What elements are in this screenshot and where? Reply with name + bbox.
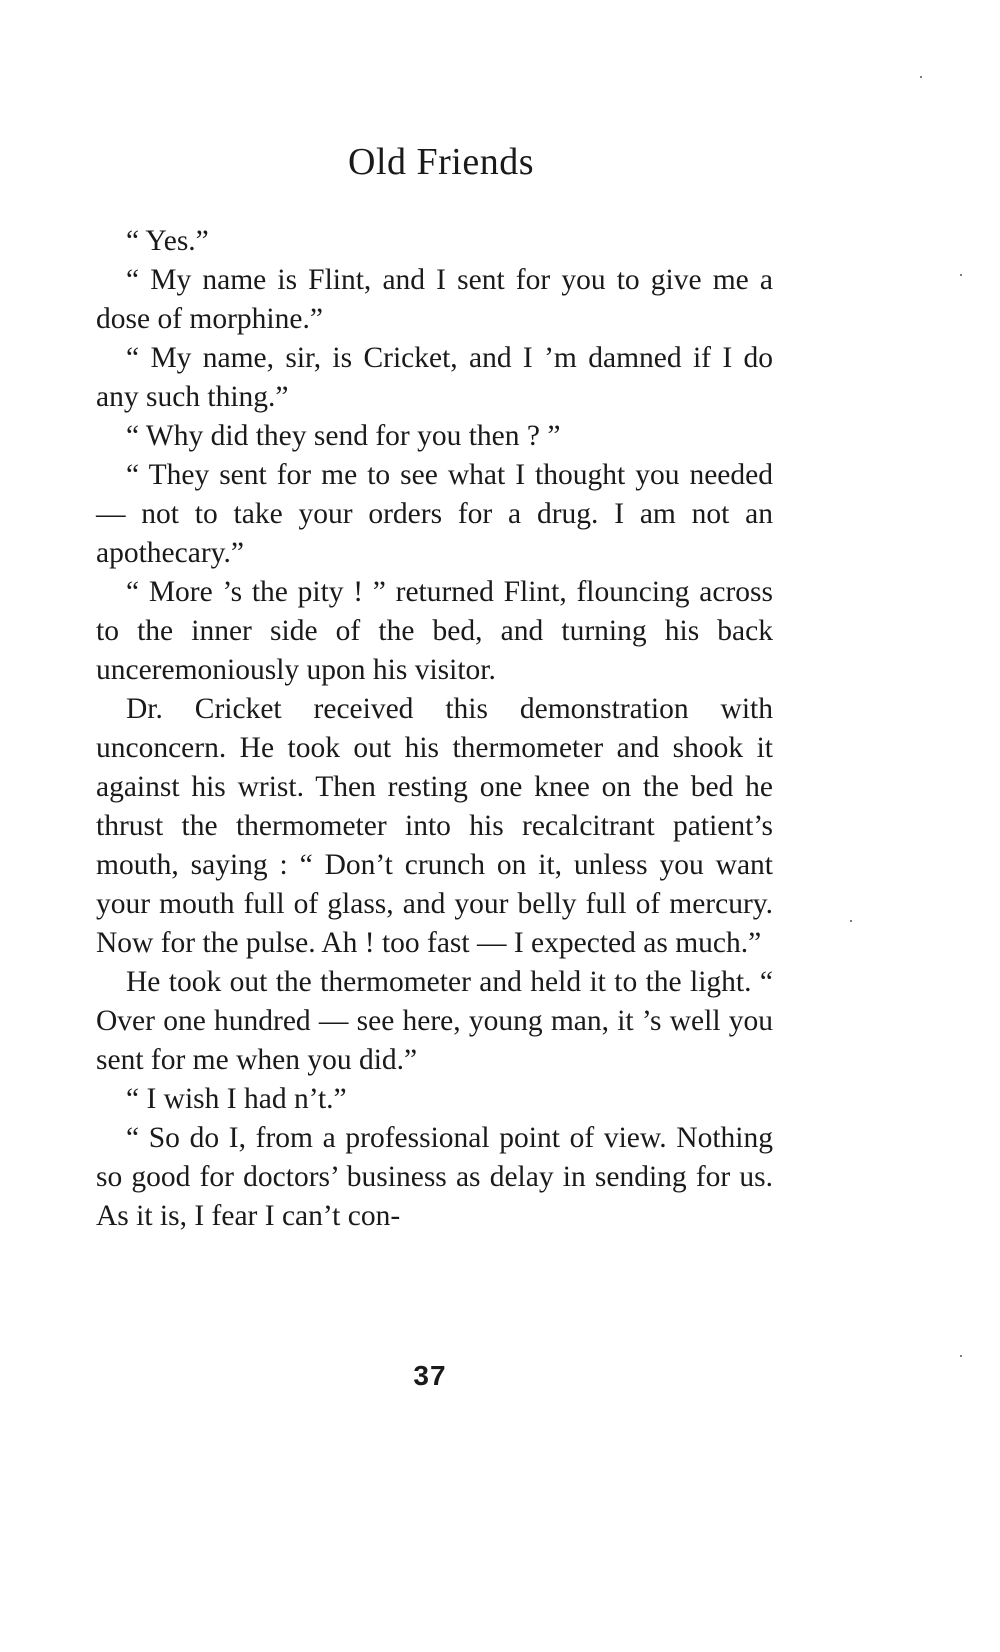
paragraph: “ My name is Flint, and I sent for you to give me a dose of morphine.” [96, 264, 773, 335]
page-number: 37 [413, 1360, 447, 1391]
running-head: Old Friends [348, 141, 534, 183]
paragraph: “ Yes.” [126, 225, 209, 257]
paper-speck [960, 274, 962, 276]
paragraph: “ So do I, from a professional point of view. Nothing so good for doctors’ business as delay in sending for us. As it is, I fear I can’t con- [96, 1122, 773, 1232]
paragraph: “ I wish I had n’t.” [126, 1083, 347, 1115]
paragraph: “ My name, sir, is Cricket, and I ’m damned if I do any such thing.” [96, 342, 773, 413]
paragraph: “ More ’s the pity ! ” returned Flint, flouncing across to the inner side of the bed, and turning his back unceremoniously upon his visitor. [96, 576, 773, 686]
paper-speck [920, 76, 922, 78]
paragraph: He took out the thermometer and held it to the light. “ Over one hundred — see here, young man, it ’s well you sent for me when you did.” [96, 966, 773, 1076]
paper-speck [850, 920, 852, 922]
paper-speck [960, 1355, 962, 1357]
paragraph: “ They sent for me to see what I thought you needed — not to take your orders for a drug. I am not an apothecary.” [96, 459, 773, 569]
paragraph: “ Why did they send for you then ? ” [126, 420, 561, 452]
body-text [96, 222, 773, 1236]
paragraph: Dr. Cricket received this demonstration with unconcern. He took out his thermometer and shook it against his wrist. Then resting one knee on the bed he thrust the thermometer into his recalcitrant patient’s mouth, saying : “ Don’t crunch on it, unless you want your mouth full of glass, and your belly full of mercury. Now for the pulse. Ah ! too fast — I expected as much.” [96, 693, 773, 959]
